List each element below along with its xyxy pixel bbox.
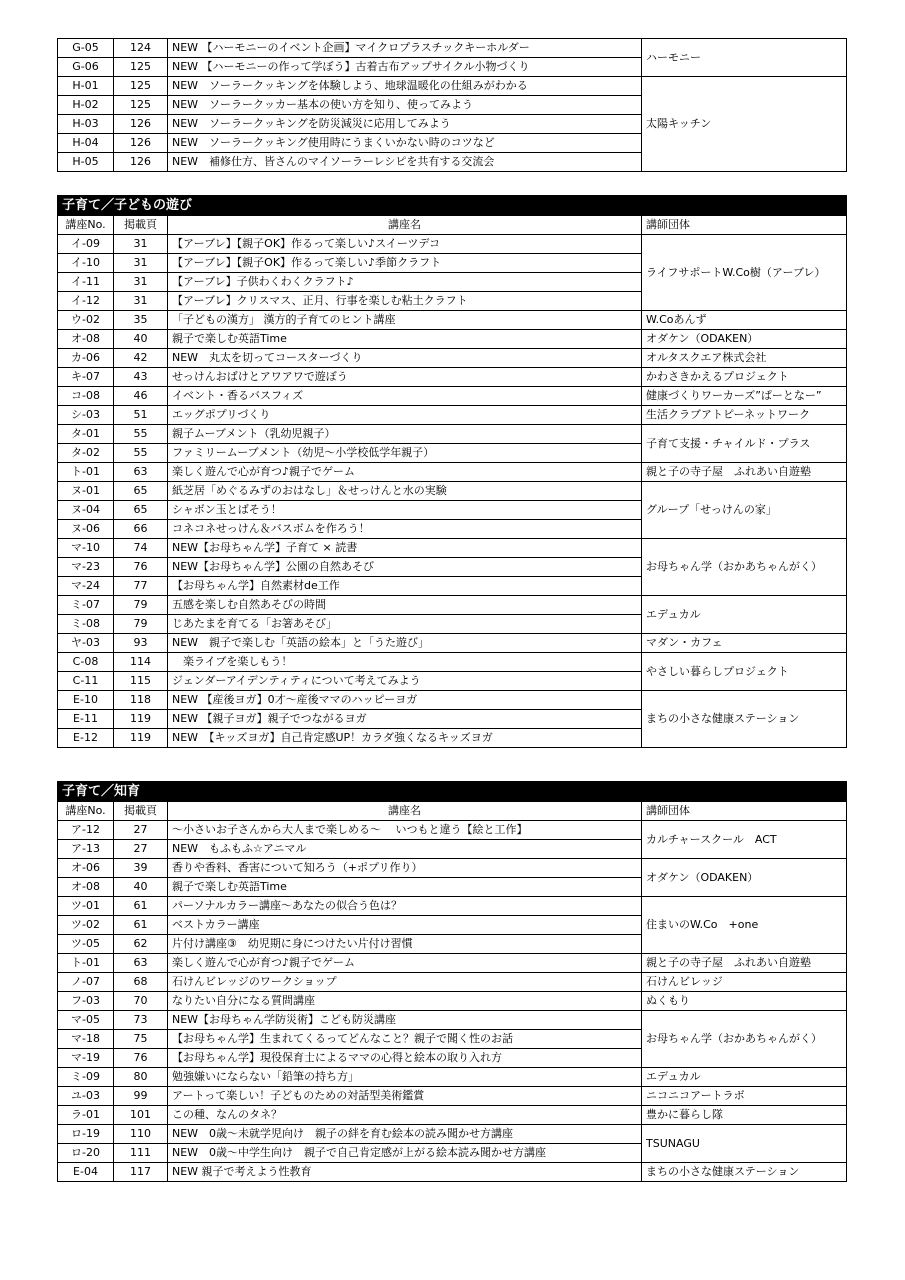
course-name: NEW ソーラークッキングを体験しよう、地球温暖化の仕組みがわかる [168,77,642,96]
page-number: 63 [114,954,168,973]
instructor-group: 子育て支援・チャイルド・プラス [642,425,847,463]
course-no: ト-01 [58,463,114,482]
course-name: 【お母ちゃん学】現役保育士によるママの心得と絵本の取り入れ方 [168,1049,642,1068]
course-no: C-08 [58,653,114,672]
page-number: 76 [114,558,168,577]
course-name: イベント・香るバスフィズ [168,387,642,406]
instructor-group: 住まいのW.Co +one [642,897,847,954]
instructor-group: オルタスクエア株式会社 [642,349,847,368]
course-no: マ-18 [58,1030,114,1049]
page-number: 110 [114,1125,168,1144]
page-number: 31 [114,292,168,311]
page-number: 62 [114,935,168,954]
header-instructor-group: 講師団体 [642,802,847,821]
course-name: NEW ソーラークッキング使用時にうまくいかない時のコツなど [168,134,642,153]
instructor-group: かわさきかえるプロジェクト [642,368,847,387]
table-row [58,463,847,482]
page-number: 73 [114,1011,168,1030]
header-course-no: 講座No. [58,216,114,235]
course-no: ヌ-04 [58,501,114,520]
course-no: ア-12 [58,821,114,840]
instructor-group: カルチャースクール ACT [642,821,847,859]
course-table-childcare-education [57,781,847,1182]
course-no: ロ-19 [58,1125,114,1144]
course-no: ツ-01 [58,897,114,916]
course-no: E-12 [58,729,114,748]
instructor-group: 石けんビレッジ [642,973,847,992]
table-row [58,425,847,444]
page-number: 46 [114,387,168,406]
course-no: シ-03 [58,406,114,425]
course-no: E-11 [58,710,114,729]
page-number: 39 [114,859,168,878]
course-name: NEW 【キッズヨガ】自己肯定感UP！カラダ強くなるキッズヨガ [168,729,642,748]
page-number: 31 [114,273,168,292]
page-number: 79 [114,615,168,634]
course-no: H-04 [58,134,114,153]
page-number: 79 [114,596,168,615]
instructor-group: 豊かに暮らし隊 [642,1106,847,1125]
table-row [58,368,847,387]
table-row [58,859,847,878]
page-number: 76 [114,1049,168,1068]
table-row [58,596,847,615]
course-no: オ-08 [58,878,114,897]
course-no: H-03 [58,115,114,134]
course-name: せっけんおばけとアワアワで遊ぼう [168,368,642,387]
course-no: ミ-09 [58,1068,114,1087]
table-row [58,954,847,973]
course-no: ウ-02 [58,311,114,330]
page-number: 61 [114,897,168,916]
course-no: H-02 [58,96,114,115]
table-row [58,1068,847,1087]
table-row [58,634,847,653]
page-number: 40 [114,878,168,897]
course-no: ツ-02 [58,916,114,935]
page-number: 99 [114,1087,168,1106]
page-number: 119 [114,729,168,748]
instructor-group: エデュカル [642,1068,847,1087]
header-page: 掲載頁 [114,216,168,235]
page-number: 77 [114,577,168,596]
page-number: 40 [114,330,168,349]
page-number: 27 [114,821,168,840]
course-no: イ-11 [58,273,114,292]
page-number: 125 [114,96,168,115]
course-no: マ-24 [58,577,114,596]
course-no: コ-08 [58,387,114,406]
page-number: 61 [114,916,168,935]
table-row [58,1163,847,1182]
page-number: 43 [114,368,168,387]
instructor-group: 健康づくりワーカーズ”ぱーとなー” [642,387,847,406]
table-row [58,39,847,58]
course-name: エッグポプリづくり [168,406,642,425]
page-number: 75 [114,1030,168,1049]
instructor-group: 太陽キッチン [642,77,847,172]
course-no: オ-06 [58,859,114,878]
page-number: 114 [114,653,168,672]
course-name: じあたまを育てる「お箸あそび」 [168,615,642,634]
course-name: この種、なんのタネ？ [168,1106,642,1125]
page-number: 35 [114,311,168,330]
course-name: NEW 丸太を切ってコースターづくり [168,349,642,368]
course-name: 香りや香料、香害について知ろう（+ポプリ作り） [168,859,642,878]
page-number: 70 [114,992,168,1011]
instructor-group: ライフサポートW.Co樹（アーブレ） [642,235,847,311]
course-name: NEW ソーラークッキングを防災減災に応用してみよう [168,115,642,134]
course-no: キ-07 [58,368,114,387]
page-number: 115 [114,672,168,691]
section-title: 子育て／子どもの遊び [58,196,847,216]
course-name: 【アーブレ】子供わくわくクラフト♪ [168,273,642,292]
page-number: 55 [114,444,168,463]
course-name: NEW 【親子ヨガ】親子でつながるヨガ [168,710,642,729]
table-row [58,691,847,710]
page-number: 31 [114,235,168,254]
page-number: 42 [114,349,168,368]
course-name: NEW 親子で考えよう性教育 [168,1163,642,1182]
instructor-group: オダケン（ODAKEN） [642,859,847,897]
page-number: 65 [114,501,168,520]
course-name: 紙芝居「めぐるみずのおはなし」＆せっけんと水の実験 [168,482,642,501]
course-no: H-01 [58,77,114,96]
course-no: C-11 [58,672,114,691]
table-row [58,821,847,840]
instructor-group: 親と子の寺子屋 ふれあい自遊塾 [642,463,847,482]
page-number: 119 [114,710,168,729]
header-course-name: 講座名 [168,216,642,235]
course-table-continued [57,38,847,172]
course-name: NEW【お母ちゃん学防災術】こども防災講座 [168,1011,642,1030]
table-row [58,973,847,992]
course-name: ベストカラー講座 [168,916,642,935]
table-row [58,482,847,501]
course-no: マ-05 [58,1011,114,1030]
course-no: マ-23 [58,558,114,577]
course-name: 楽しく遊んで心が育つ♪親子でゲーム [168,463,642,482]
instructor-group: マダン・カフェ [642,634,847,653]
course-no: G-06 [58,58,114,77]
course-name: NEW ソーラークッカー基本の使い方を知り、使ってみよう [168,96,642,115]
page-number: 124 [114,39,168,58]
course-no: マ-19 [58,1049,114,1068]
instructor-group: ハーモニー [642,39,847,77]
instructor-group: 親と子の寺子屋 ふれあい自遊塾 [642,954,847,973]
instructor-group: お母ちゃん学（おかあちゃんがく） [642,1011,847,1068]
instructor-group: オダケン（ODAKEN） [642,330,847,349]
page-number: 111 [114,1144,168,1163]
table-row [58,406,847,425]
page-number: 65 [114,482,168,501]
course-name: NEW もふもふ☆アニマル [168,840,642,859]
course-no: ミ-07 [58,596,114,615]
page-number: 126 [114,153,168,172]
course-no: ノ-07 [58,973,114,992]
course-name: NEW 親子で楽しむ「英語の絵本」と「うた遊び」 [168,634,642,653]
course-name: 「子どもの漢方」 漢方的子育てのヒント講座 [168,311,642,330]
table-row [58,235,847,254]
table-row [58,311,847,330]
course-name: 石けんビレッジのワークショップ [168,973,642,992]
table-row [58,992,847,1011]
table-row [58,539,847,558]
course-name: 楽しく遊んで心が育つ♪親子でゲーム [168,954,642,973]
table-row [58,1106,847,1125]
section-title: 子育て／知育 [58,782,847,802]
course-name: 【アーブレ】【親子OK】作るって楽しい♪スイーツデコ [168,235,642,254]
instructor-group: W.Coあんず [642,311,847,330]
instructor-group: まちの小さな健康ステーション [642,691,847,748]
course-no: ツ-05 [58,935,114,954]
course-name: ジェンダーアイデンティティについて考えてみよう [168,672,642,691]
page-number: 63 [114,463,168,482]
course-no: イ-10 [58,254,114,273]
course-name: NEW【お母ちゃん学】公園の自然あそび [168,558,642,577]
page-number: 126 [114,134,168,153]
course-no: ア-13 [58,840,114,859]
page-number: 51 [114,406,168,425]
course-name: アートって楽しい！子どものための対話型美術鑑賞 [168,1087,642,1106]
instructor-group: お母ちゃん学（おかあちゃんがく） [642,539,847,596]
table-row [58,387,847,406]
course-name: 【お母ちゃん学】自然素材de工作 [168,577,642,596]
course-name: コネコネせっけん＆バスボムを作ろう！ [168,520,642,539]
table-row [58,1125,847,1144]
instructor-group: 生活クラブアトピーネットワーク [642,406,847,425]
page-number: 74 [114,539,168,558]
page-number: 125 [114,58,168,77]
course-name: 片付け講座③ 幼児期に身につけたい片付け習慣 [168,935,642,954]
instructor-group: グループ「せっけんの家」 [642,482,847,539]
course-no: ミ-08 [58,615,114,634]
page-number: 66 [114,520,168,539]
course-name: 親子ムーブメント（乳幼児親子） [168,425,642,444]
table-row [58,1087,847,1106]
page-number: 93 [114,634,168,653]
course-name: NEW【お母ちゃん学】子育て × 読書 [168,539,642,558]
course-name: NEW 0歳～未就学児向け 親子の絆を育む絵本の読み聞かせ方講座 [168,1125,642,1144]
course-name: 親子で楽しむ英語Time [168,330,642,349]
header-course-no: 講座No. [58,802,114,821]
course-name: ～小さいお子さんから大人まで楽しめる～ いつもと違う【絵と工作】 [168,821,642,840]
table-row [58,653,847,672]
course-no: G-05 [58,39,114,58]
course-name: パーソナルカラー講座～あなたの似合う色は？ [168,897,642,916]
page-number: 101 [114,1106,168,1125]
page-number: 118 [114,691,168,710]
instructor-group: ぬくもり [642,992,847,1011]
course-no: マ-10 [58,539,114,558]
course-no: ラ-01 [58,1106,114,1125]
course-no: ヤ-03 [58,634,114,653]
instructor-group: やさしい暮らしプロジェクト [642,653,847,691]
table-row [58,1011,847,1030]
table-row [58,349,847,368]
page-number: 125 [114,77,168,96]
course-no: タ-02 [58,444,114,463]
course-no: E-04 [58,1163,114,1182]
instructor-group: まちの小さな健康ステーション [642,1163,847,1182]
page-number: 117 [114,1163,168,1182]
course-no: ヌ-06 [58,520,114,539]
table-row [58,897,847,916]
course-no: E-10 [58,691,114,710]
course-name: NEW 【ハーモニーの作って学ぼう】古着古布アップサイクル小物づくり [168,58,642,77]
page-number: 27 [114,840,168,859]
course-name: NEW 0歳～中学生向け 親子で自己肯定感が上がる絵本読み聞かせ方講座 [168,1144,642,1163]
course-no: ユ-03 [58,1087,114,1106]
header-course-name: 講座名 [168,802,642,821]
page-number: 55 [114,425,168,444]
course-no: ト-01 [58,954,114,973]
table-row [58,77,847,96]
course-no: フ-03 [58,992,114,1011]
instructor-group: TSUNAGU [642,1125,847,1163]
course-name: 親子で楽しむ英語Time [168,878,642,897]
course-no: イ-12 [58,292,114,311]
course-no: H-05 [58,153,114,172]
course-name: NEW 【ハーモニーのイベント企画】マイクロプラスチックキーホルダー [168,39,642,58]
page-number: 31 [114,254,168,273]
course-no: ロ-20 [58,1144,114,1163]
table-row [58,330,847,349]
course-name: 勉強嫌いにならない「鉛筆の持ち方」 [168,1068,642,1087]
course-name: シャボン玉とばそう！ [168,501,642,520]
course-no: タ-01 [58,425,114,444]
course-name: 【お母ちゃん学】生まれてくるってどんなこと？親子で聞く性のお話 [168,1030,642,1049]
course-name: なりたい自分になる質問講座 [168,992,642,1011]
instructor-group: ニコニコアートラボ [642,1087,847,1106]
course-name: 【アーブレ】【親子OK】作るって楽しい♪季節クラフト [168,254,642,273]
course-no: オ-08 [58,330,114,349]
page-number: 126 [114,115,168,134]
header-instructor-group: 講師団体 [642,216,847,235]
course-name: ファミリームーブメント（幼児～小学校低学年親子） [168,444,642,463]
course-table-childcare-play [57,195,847,748]
course-no: イ-09 [58,235,114,254]
course-no: ヌ-01 [58,482,114,501]
course-name: 楽ライブを楽しもう！ [168,653,642,672]
course-name: 五感を楽しむ自然あそびの時間 [168,596,642,615]
course-name: NEW 補修仕方、皆さんのマイソーラーレシピを共有する交流会 [168,153,642,172]
course-name: NEW 【産後ヨガ】0才～産後ママのハッピーヨガ [168,691,642,710]
page-number: 68 [114,973,168,992]
header-page: 掲載頁 [114,802,168,821]
course-no: カ-06 [58,349,114,368]
course-name: 【アーブレ】クリスマス、正月、行事を楽しむ粘土クラフト [168,292,642,311]
page-number: 80 [114,1068,168,1087]
instructor-group: エデュカル [642,596,847,634]
